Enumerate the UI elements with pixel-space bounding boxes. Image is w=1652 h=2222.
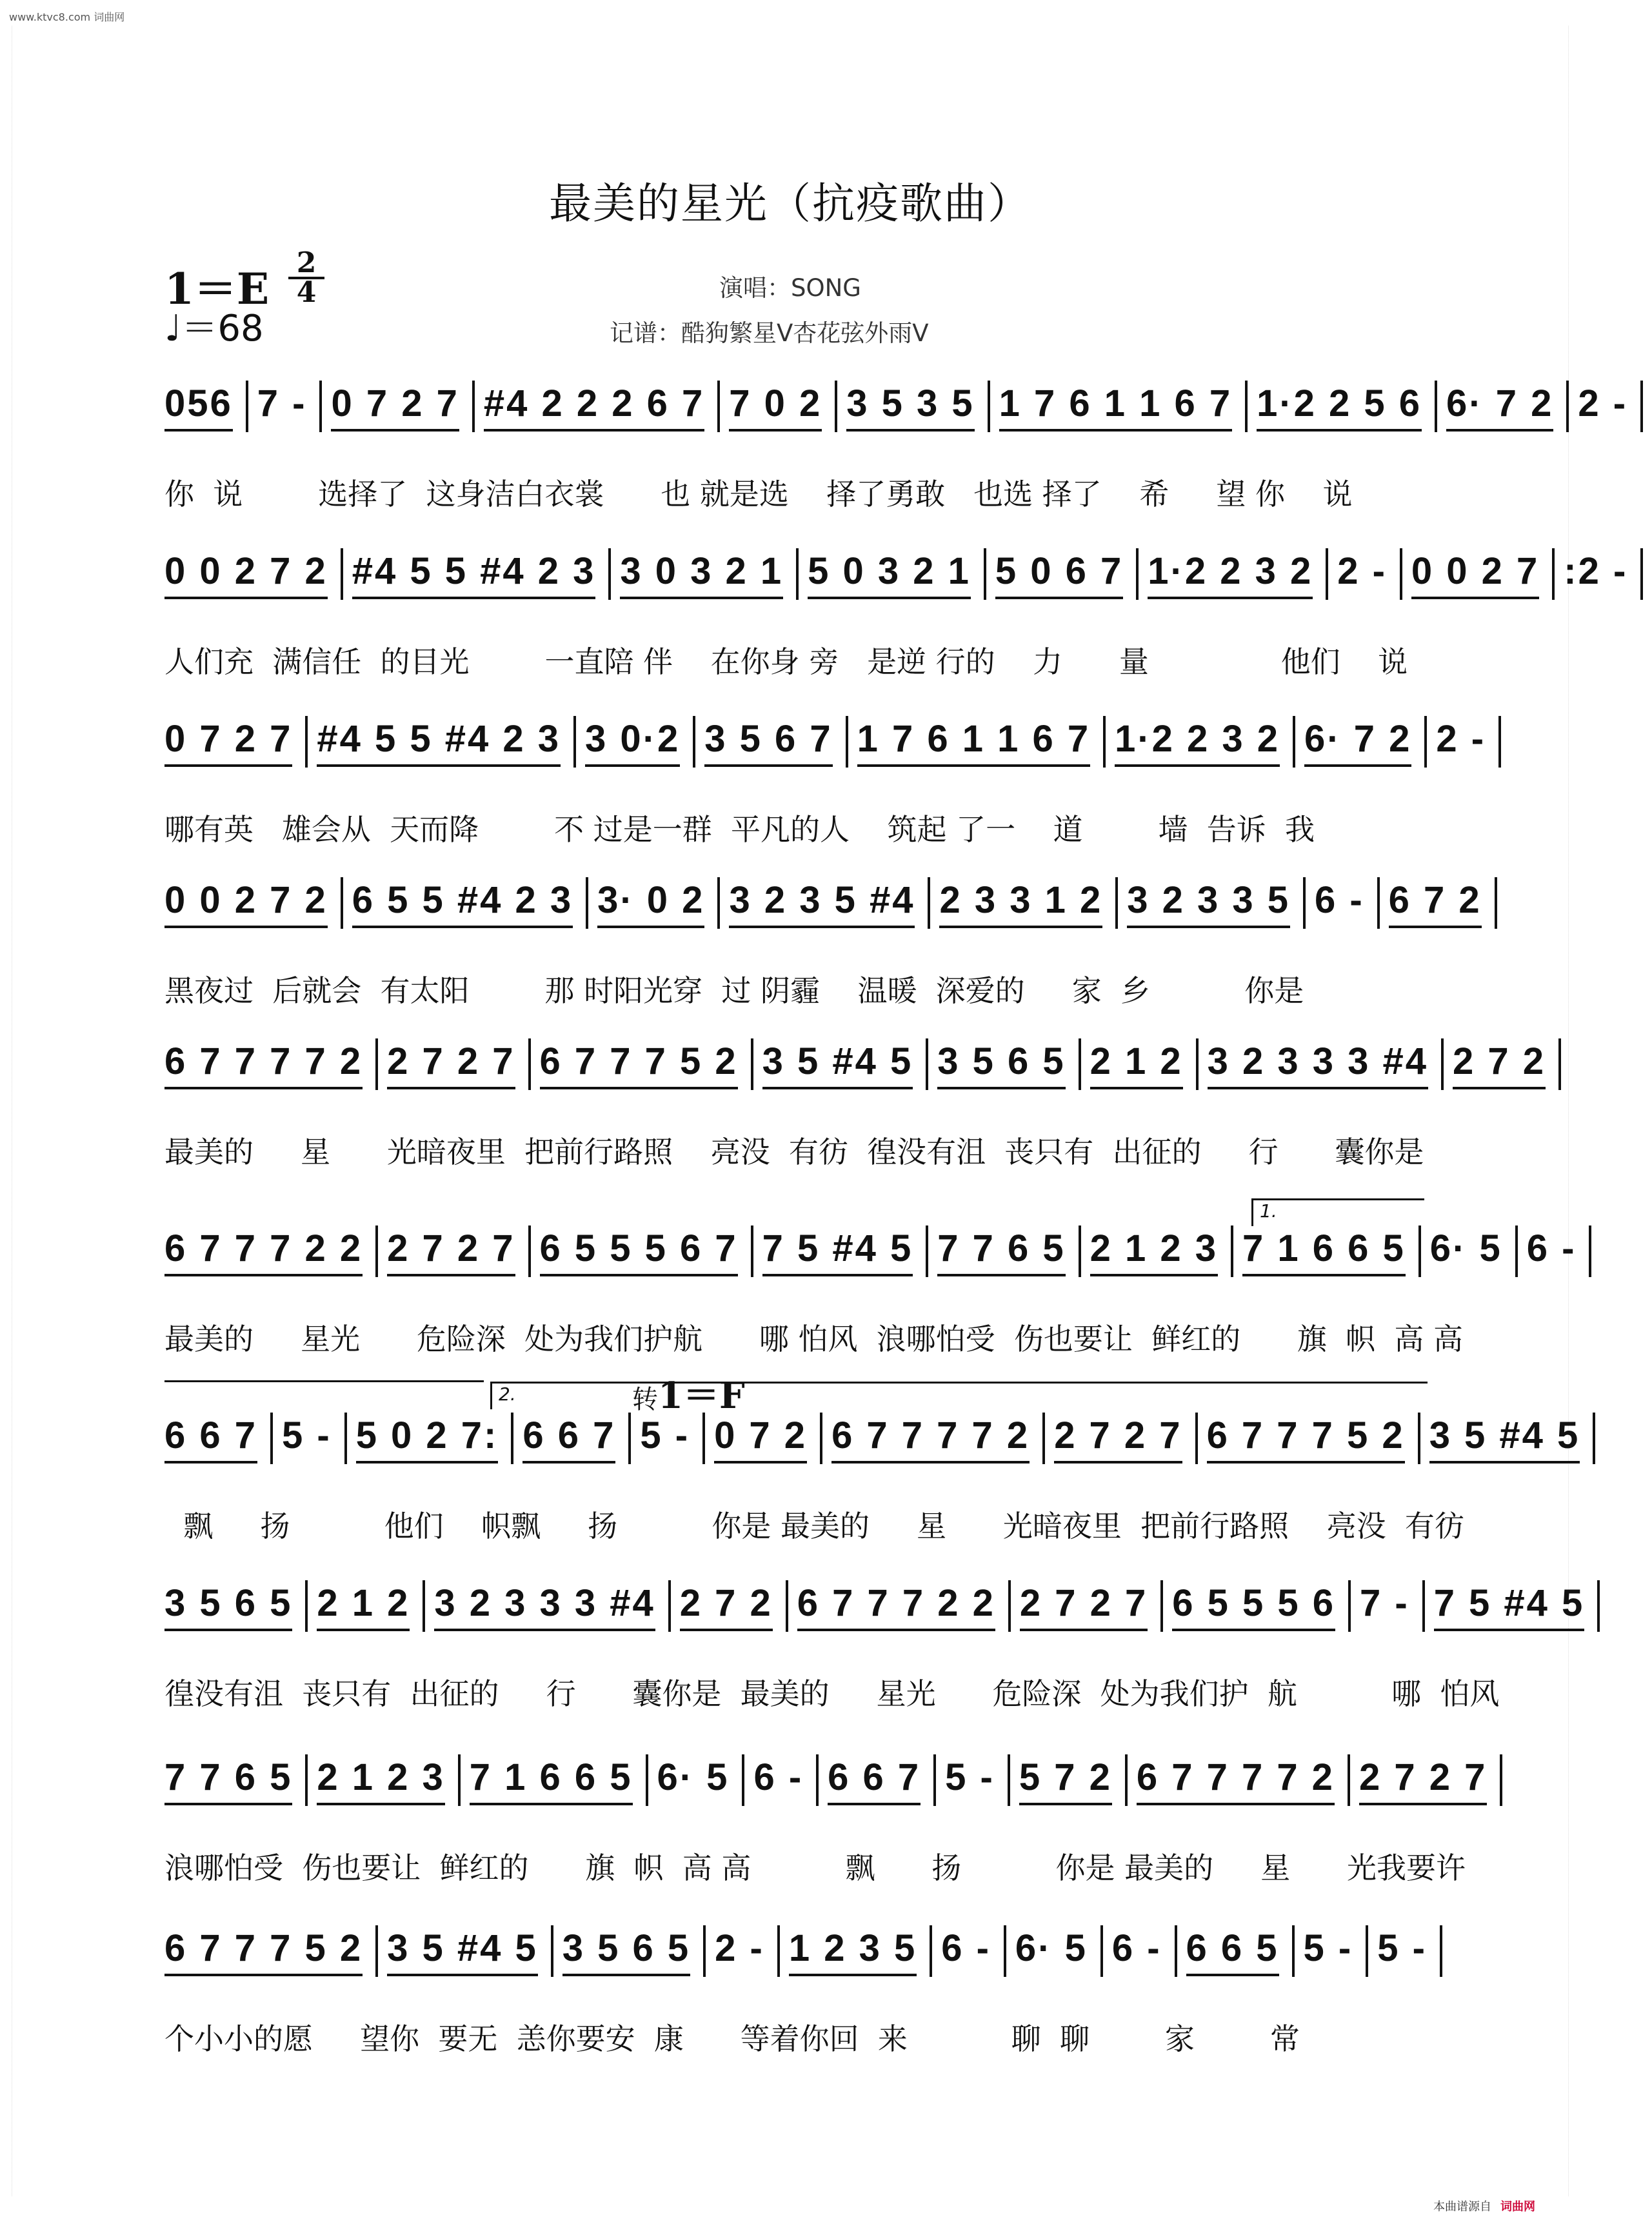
measure: 3 0·2 — [585, 717, 680, 767]
measure: 6 6 5 — [1186, 1927, 1279, 1976]
measure: 3 5 6 5 — [562, 1927, 690, 1976]
bar-line — [1418, 1413, 1420, 1464]
bar-line — [528, 1038, 531, 1090]
measure: 2 1 2 — [317, 1582, 410, 1631]
measure: 5 - — [945, 1756, 995, 1799]
bar-line — [511, 1413, 513, 1464]
time-signature-top: 2 — [288, 250, 324, 279]
bar-line — [305, 1754, 308, 1806]
lyrics-line: 浪哪怕受 伤也要让 鲜红的 旗 帜 高 高 飘 扬 你是 最美的 星 光我要许 — [164, 1850, 1466, 1885]
bar-line — [693, 716, 695, 768]
bar-line — [375, 1038, 378, 1090]
measure: 2 7 2 — [1453, 1040, 1546, 1089]
bar-line — [835, 381, 837, 432]
measure: 7 1 6 6 5 — [1242, 1227, 1406, 1276]
bar-line — [1245, 381, 1248, 432]
bar-line — [608, 548, 611, 600]
bar-line — [1593, 1413, 1595, 1464]
bar-line — [1348, 1754, 1350, 1806]
measure: 2 7 2 — [680, 1582, 773, 1631]
bar-line — [341, 877, 343, 929]
measure: 0 0 2 7 — [1411, 550, 1539, 599]
measure: :2 - — [1564, 550, 1628, 593]
measure: 2 - — [1337, 550, 1387, 593]
measure: 056 — [164, 382, 233, 432]
measure: 5 - — [640, 1414, 690, 1457]
measure: 2 1 2 — [1090, 1040, 1183, 1089]
measure: 6 5 5 5 6 — [1172, 1582, 1335, 1631]
measure: 1·2 2 3 2 — [1115, 717, 1280, 767]
measure: 7 5 #4 5 — [762, 1227, 913, 1276]
measure: 6 7 7 7 7 2 — [164, 1040, 363, 1089]
measure: 7 - — [257, 382, 307, 425]
bar-line — [1566, 381, 1569, 432]
site-watermark: www.ktvc8.com 词曲网 — [9, 11, 125, 23]
bar-line — [1515, 1225, 1518, 1277]
measure: 6· 7 2 — [1304, 717, 1411, 767]
bar-line — [702, 1413, 705, 1464]
measure: 6 7 7 7 5 2 — [540, 1040, 738, 1089]
time-signature — [288, 246, 324, 309]
bar-line — [846, 716, 848, 768]
notation-line — [164, 1580, 1585, 1658]
measure: 3 2 3 3 3 #4 — [1208, 1040, 1428, 1089]
bar-line — [344, 1413, 347, 1464]
measure: 3 5 6 7 — [704, 717, 832, 767]
bar-line — [717, 381, 720, 432]
measure: 5 0 6 7 — [995, 550, 1123, 599]
bar-line — [1004, 1925, 1006, 1977]
measure: 0 7 2 7 — [164, 717, 292, 767]
bar-line — [586, 877, 588, 929]
measure: 6 - — [941, 1927, 991, 1970]
measure: #4 2 2 2 6 7 — [484, 382, 704, 432]
bar-line — [1441, 1038, 1444, 1090]
measure: 2 7 2 7 — [1054, 1414, 1182, 1463]
bar-line — [375, 1925, 378, 1977]
bar-line — [984, 548, 986, 600]
measure: 6 7 7 7 2 2 — [164, 1227, 363, 1276]
bar-line — [1495, 877, 1497, 929]
bar-line — [646, 1754, 648, 1806]
key-change-key: 1＝F — [658, 1374, 745, 1417]
bar-line — [928, 877, 930, 929]
measure: 3 2 3 3 3 #4 — [434, 1582, 655, 1631]
measure: 2 7 2 7 — [387, 1040, 515, 1089]
bar-line — [1195, 1413, 1198, 1464]
measure: 0 0 2 7 2 — [164, 878, 328, 928]
measure: 2 7 2 7 — [1359, 1756, 1487, 1805]
bar-line — [926, 1038, 928, 1090]
bar-line — [1008, 1754, 1010, 1806]
measure: 2 1 2 3 — [317, 1756, 444, 1805]
bar-line — [1640, 381, 1643, 432]
bar-line — [1597, 1580, 1600, 1632]
measure: 3 5 6 5 — [164, 1582, 292, 1631]
bar-line — [528, 1225, 531, 1277]
measure: 6 6 7 — [522, 1414, 615, 1463]
bar-line — [1231, 1225, 1233, 1277]
measure: 6 7 7 7 7 2 — [1137, 1756, 1335, 1805]
measure: 6 - — [1111, 1927, 1162, 1970]
bar-line — [1079, 1038, 1081, 1090]
measure: 2 1 2 3 — [1090, 1227, 1218, 1276]
lyrics-line: 你 说 选择了 这身洁白衣裳 也 就是选 择了勇敢 也选 择了 希 望 你 说 — [164, 477, 1353, 511]
measure: 6 - — [1314, 879, 1364, 922]
bar-line — [1175, 1925, 1177, 1977]
left-edge-strip — [3, 26, 12, 2196]
notation-line — [164, 381, 1628, 458]
measure: 3 2 3 5 #4 — [729, 878, 915, 928]
bar-line — [341, 548, 343, 600]
bar-line — [1366, 1925, 1368, 1977]
first-ending-bracket — [1251, 1198, 1424, 1226]
bar-line — [820, 1413, 822, 1464]
measure: 2 3 3 1 2 — [939, 878, 1102, 928]
notation-line — [164, 877, 1482, 955]
measure: 6 7 7 7 5 2 — [1207, 1414, 1405, 1463]
bar-line — [1136, 548, 1139, 600]
bar-line — [786, 1580, 788, 1632]
measure: 5 - — [1303, 1927, 1353, 1970]
measure: 3 5 6 5 — [937, 1040, 1065, 1089]
bar-line — [1435, 381, 1437, 432]
bar-line — [1640, 548, 1643, 600]
lyrics-line: 飘 扬 他们 帜飘 扬 你是 最美的 星 光暗夜里 把前行路照 亮没 有彷 — [164, 1509, 1464, 1543]
measure: 2 - — [1436, 718, 1486, 760]
bar-line — [628, 1413, 631, 1464]
measure: 1·2 2 3 2 — [1148, 550, 1313, 599]
lyrics-line: 哪有英 雄会从 天而降 不 过是一群 平凡的人 筑起 了一 道 墙 告诉 我 — [164, 812, 1315, 847]
bar-line — [458, 1754, 461, 1806]
measure: 6 5 5 #4 2 3 — [352, 878, 573, 928]
bar-line — [1079, 1225, 1081, 1277]
first-ending-label: 1. — [1260, 1200, 1277, 1222]
lyrics-line: 徨没有沮 丧只有 出征的 行 囊你是 最美的 星光 危险深 处为我们护 航 哪 怕风 — [164, 1676, 1500, 1711]
lyrics-line: 人们充 满信任 的目光 一直陪 伴 在你身 旁 是逆 行的 力 量 他们 说 — [164, 644, 1408, 679]
second-ending-bracket — [490, 1382, 1428, 1409]
measure: 3 5 #4 5 — [1429, 1414, 1580, 1463]
measure: 5 0 3 2 1 — [808, 550, 971, 599]
measure: 6 7 7 7 2 2 — [797, 1582, 995, 1631]
measure: 3 0 3 2 1 — [620, 550, 783, 599]
bar-line — [1500, 1754, 1502, 1806]
measure: 6 7 7 7 5 2 — [164, 1927, 363, 1976]
measure: 3 5 #4 5 — [762, 1040, 913, 1089]
bar-line — [1125, 1754, 1128, 1806]
bar-line — [926, 1225, 928, 1277]
bar-line — [551, 1925, 553, 1977]
first-ending-continuation — [164, 1380, 484, 1382]
measure: 0 0 2 7 2 — [164, 550, 328, 599]
measure: 5 - — [1377, 1927, 1427, 1970]
measure: 7 7 6 5 — [937, 1227, 1065, 1276]
measure: 2 - — [1578, 382, 1628, 425]
measure: #4 5 5 #4 2 3 — [317, 717, 561, 767]
bar-line — [1418, 1225, 1421, 1277]
notation-line — [164, 548, 1628, 626]
bar-line — [1103, 716, 1106, 768]
bar-line — [816, 1754, 819, 1806]
measure: 6· 5 — [1429, 1227, 1502, 1270]
bar-line — [305, 716, 308, 768]
measure: 7 1 6 6 5 — [470, 1756, 633, 1805]
bar-line — [796, 548, 799, 600]
bar-line — [703, 1925, 706, 1977]
bar-line — [573, 716, 576, 768]
notation-line — [164, 1925, 1427, 2003]
notation-line — [164, 716, 1486, 793]
bar-line — [717, 877, 720, 929]
key-change — [632, 1367, 745, 1419]
bar-line — [1042, 1413, 1045, 1464]
notation-line — [164, 1413, 1580, 1490]
bar-line — [319, 381, 322, 432]
bar-line — [742, 1754, 744, 1806]
bar-line — [1422, 1580, 1425, 1632]
bar-line — [1558, 1038, 1561, 1090]
lyrics-line: 最美的 星光 危险深 处为我们护航 哪 怕风 浪哪怕受 伤也要让 鲜红的 旗 帜 高 高 — [164, 1322, 1464, 1356]
measure: 7 7 6 5 — [164, 1756, 292, 1805]
tempo-marking: ♩＝68 — [164, 308, 264, 350]
key-change-prefix: 转 — [632, 1385, 658, 1414]
bar-line — [1326, 548, 1328, 600]
bar-line — [1100, 1925, 1103, 1977]
measure: 7 0 2 — [729, 382, 822, 432]
measure: 6 - — [1526, 1227, 1577, 1270]
notation-line — [164, 1038, 1546, 1116]
bar-line — [1160, 1580, 1163, 1632]
measure: 6· 5 — [1015, 1927, 1088, 1970]
bar-line — [1292, 1925, 1295, 1977]
measure: 6· 5 — [657, 1756, 730, 1799]
measure: 3 5 #4 5 — [387, 1927, 538, 1976]
bar-line — [1115, 877, 1118, 929]
bar-line — [1552, 548, 1555, 600]
footer-brand: 词曲网 — [1500, 2200, 1535, 2214]
footer-mark — [1433, 2197, 1535, 2214]
bar-line — [751, 1038, 753, 1090]
bar-line — [1440, 1925, 1442, 1977]
measure: 6 6 7 — [828, 1756, 921, 1805]
measure: 6 6 7 — [164, 1414, 257, 1463]
second-ending-label: 2. — [499, 1384, 516, 1405]
measure: 7 5 #4 5 — [1434, 1582, 1585, 1631]
bar-line — [751, 1225, 753, 1277]
bar-line — [472, 381, 475, 432]
measure: 1·2 2 5 6 — [1257, 382, 1422, 432]
bar-line — [246, 381, 248, 432]
bar-line — [1293, 716, 1295, 768]
credits — [610, 266, 929, 356]
measure: 2 7 2 7 — [1020, 1582, 1148, 1631]
measure: 0 7 2 7 — [331, 382, 459, 432]
notation-line — [164, 1754, 1488, 1832]
key-signature: 1＝E — [164, 264, 270, 314]
measure: 6 5 5 5 6 7 — [540, 1227, 738, 1276]
measure: 3· 0 2 — [597, 878, 704, 928]
measure: 6 - — [753, 1756, 804, 1799]
bar-line — [1424, 716, 1427, 768]
measure: 0 7 2 — [714, 1414, 807, 1463]
lyrics-line: 最美的 星 光暗夜里 把前行路照 亮没 有彷 徨没有沮 丧只有 出征的 行 囊你是 — [164, 1135, 1424, 1169]
bar-line — [1377, 877, 1380, 929]
bar-line — [988, 381, 990, 432]
notation-line — [164, 1225, 1577, 1303]
measure: 3 5 3 5 — [846, 382, 974, 432]
measure: 1 2 3 5 — [789, 1927, 917, 1976]
bar-line — [930, 1925, 932, 1977]
measure: 2 - — [715, 1927, 764, 1970]
transcriber-credit: 记谱：酷狗繁星V杏花弦外雨V — [610, 319, 929, 347]
bar-line — [668, 1580, 671, 1632]
measure: 5 - — [282, 1414, 332, 1457]
lyrics-line: 个小小的愿 望你 要无 恙你要安 康 等着你回 来 聊 聊 家 常 — [164, 2021, 1300, 2056]
bar-line — [1303, 877, 1306, 929]
key-block — [164, 246, 317, 350]
measure: 7 - — [1360, 1582, 1409, 1625]
footer-text: 本曲谱源自 — [1433, 2200, 1491, 2214]
measure: 5 7 2 — [1019, 1756, 1112, 1805]
bar-line — [1589, 1225, 1591, 1277]
measure: 3 2 3 3 5 — [1127, 878, 1290, 928]
bar-line — [270, 1413, 273, 1464]
measure: #4 5 5 #4 2 3 — [352, 550, 596, 599]
measure: 5 0 2 7: — [356, 1414, 499, 1463]
time-signature-bottom: 4 — [296, 276, 317, 309]
bar-line — [423, 1580, 425, 1632]
singer-credit: 演唱：SONG — [719, 274, 861, 302]
song-title: 最美的星光（抗疫歌曲） — [549, 179, 1031, 228]
bar-line — [1348, 1580, 1351, 1632]
bar-line — [777, 1925, 780, 1977]
measure: 6 7 7 7 7 2 — [831, 1414, 1030, 1463]
bar-line — [1400, 548, 1402, 600]
bar-line — [375, 1225, 378, 1277]
measure: 6 7 2 — [1389, 878, 1482, 928]
measure: 1 7 6 1 1 6 7 — [857, 717, 1090, 767]
bar-line — [305, 1580, 308, 1632]
bar-line — [1196, 1038, 1199, 1090]
right-edge-strip — [1568, 26, 1578, 2196]
measure: 2 7 2 7 — [387, 1227, 515, 1276]
measure: 6· 7 2 — [1446, 382, 1553, 432]
bar-line — [1498, 716, 1501, 768]
lyrics-line: 黑夜过 后就会 有太阳 那 时阳光穿 过 阴霾 温暖 深爱的 家 乡 你是 — [164, 973, 1304, 1008]
measure: 1 7 6 1 1 6 7 — [999, 382, 1232, 432]
bar-line — [933, 1754, 936, 1806]
bar-line — [1008, 1580, 1011, 1632]
